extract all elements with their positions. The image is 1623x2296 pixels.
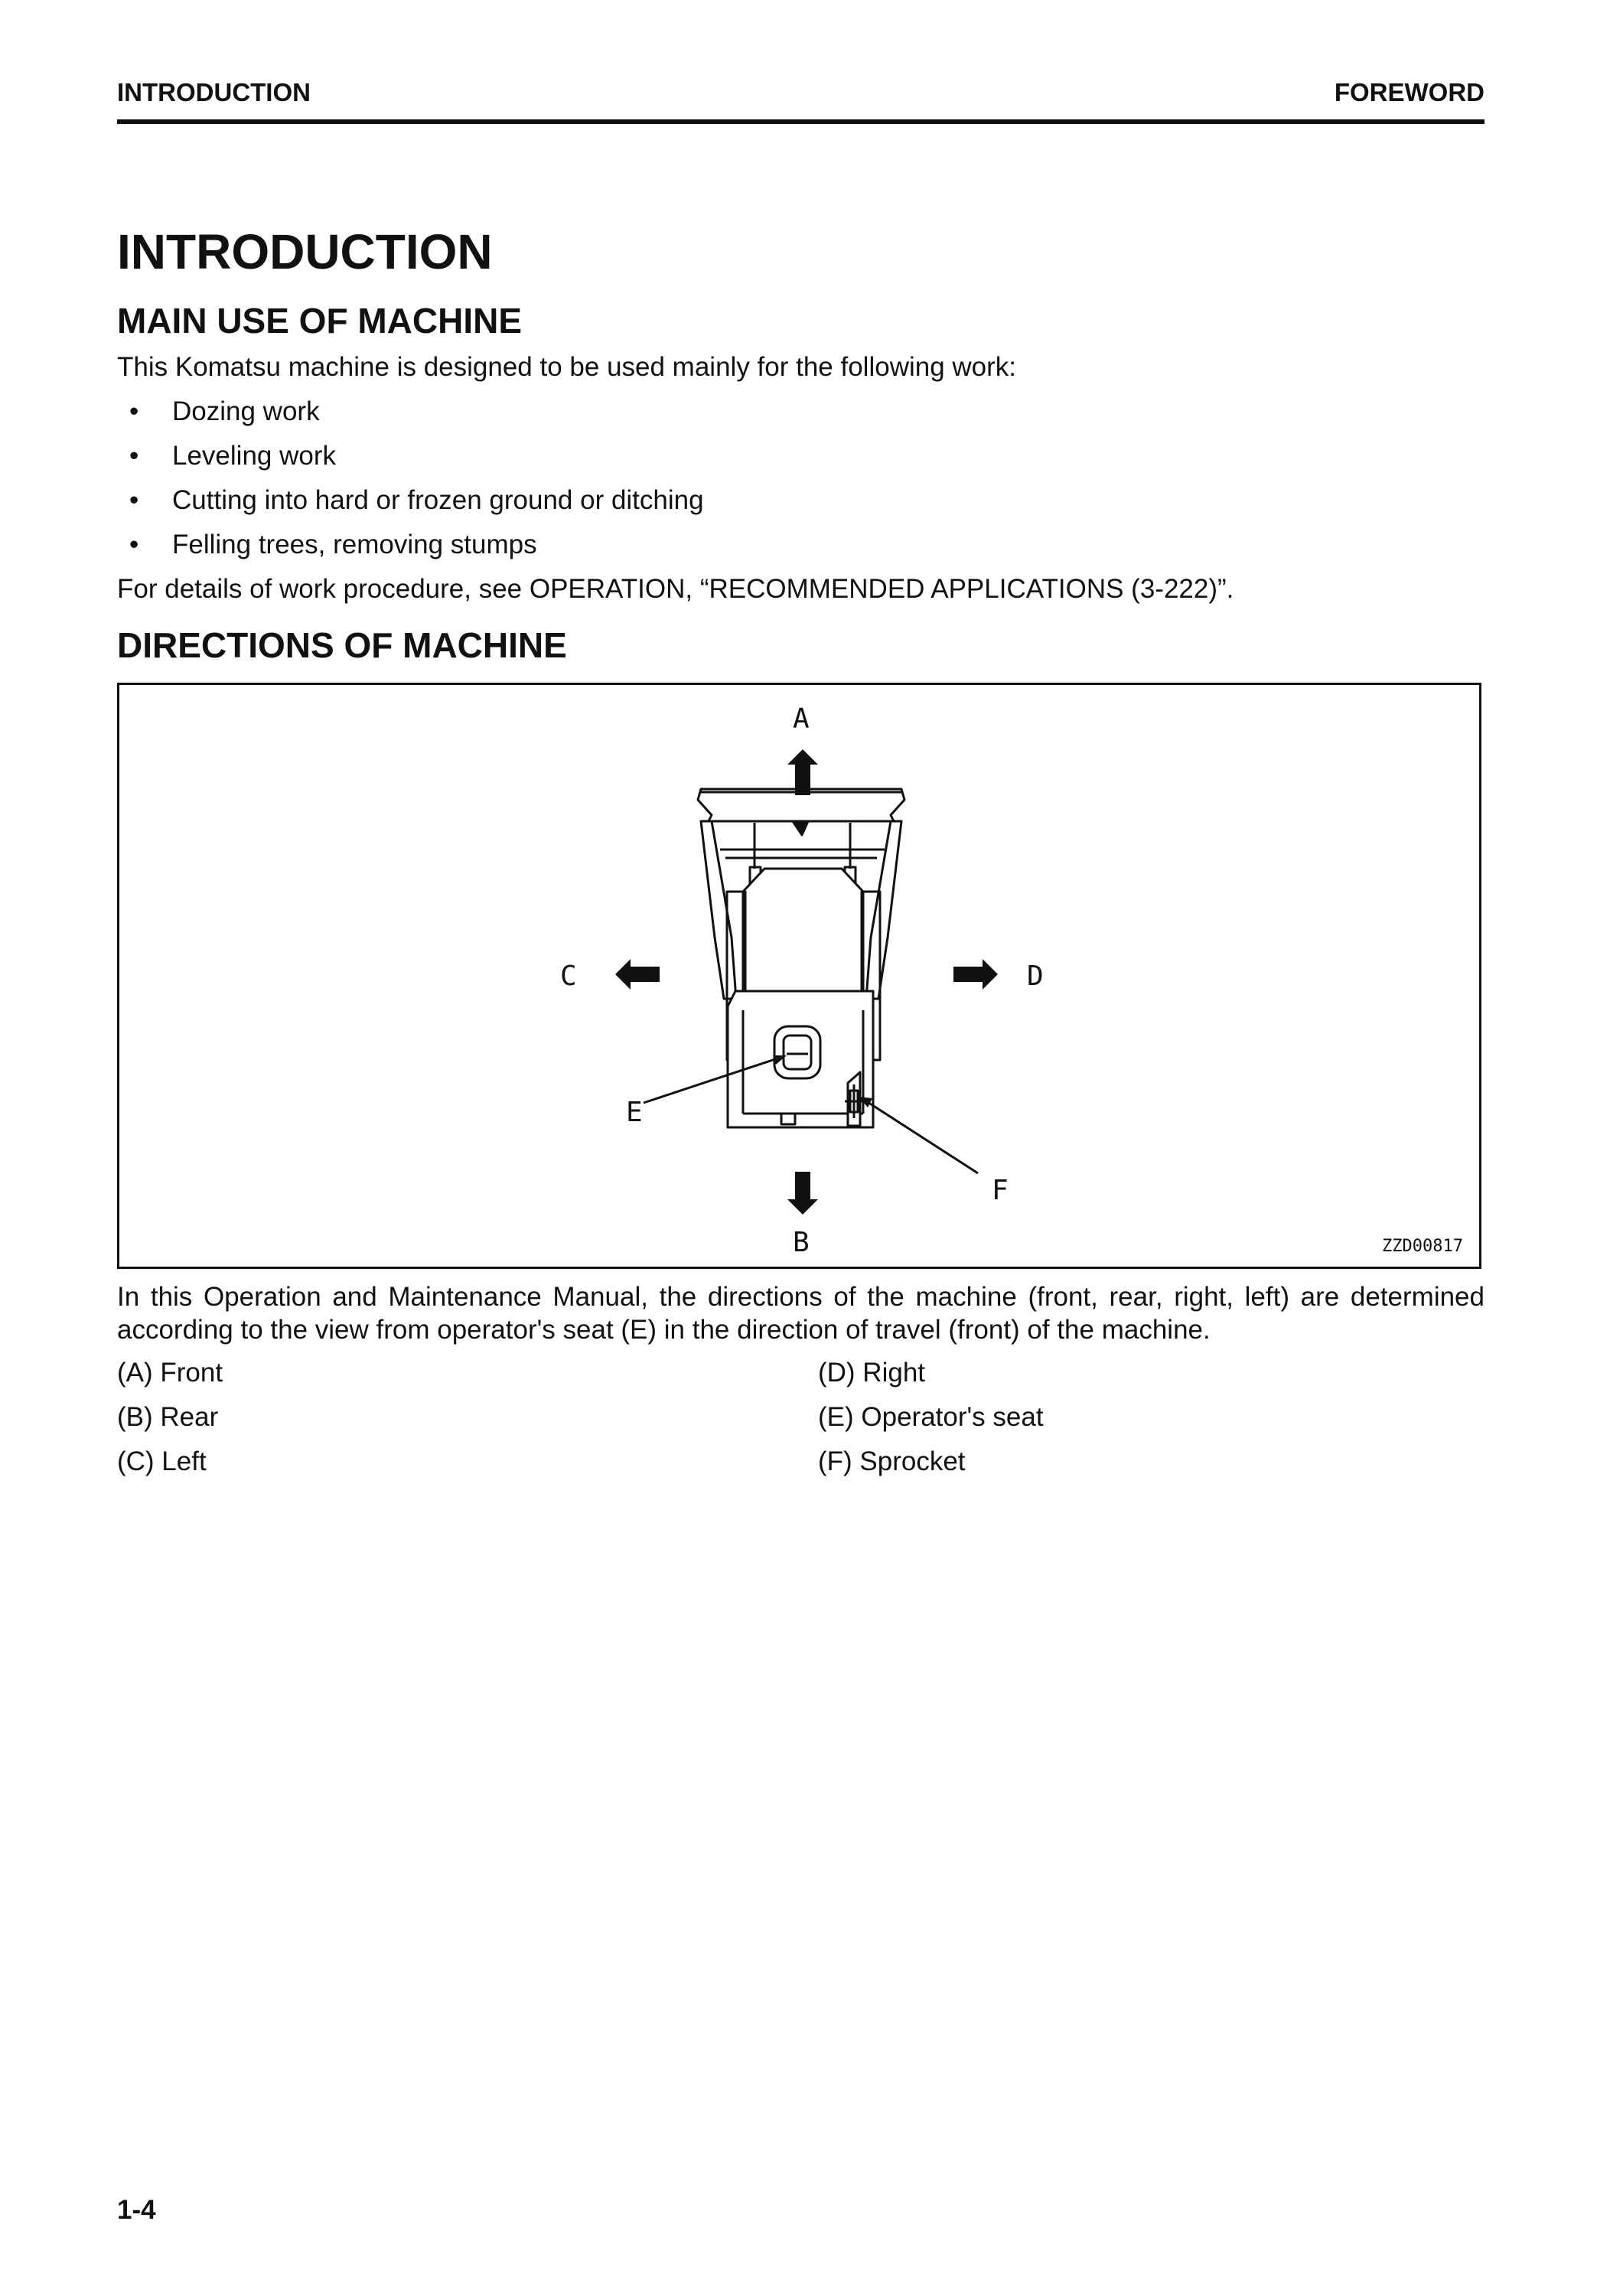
list-item: • Felling trees, removing stumps — [117, 528, 704, 572]
legend-right: (D) Right — [818, 1358, 926, 1388]
bullet-icon: • — [129, 485, 139, 515]
work-procedure-reference: For details of work procedure, see OPERATION, “RECOMMENDED APPLICATIONS (3-222)”. — [117, 574, 1234, 604]
work-list — [117, 395, 704, 572]
sprocket-leader-line — [862, 1098, 978, 1173]
legend-rear: (B) Rear — [117, 1402, 219, 1432]
right-track-shape — [866, 821, 901, 999]
right-arrow-icon — [953, 959, 998, 990]
list-item: • Cutting into hard or frozen ground or ditching — [117, 484, 704, 528]
page-title: INTRODUCTION — [117, 224, 493, 279]
label-d: D — [1027, 960, 1044, 992]
legend-sprocket: (F) Sprocket — [818, 1446, 966, 1476]
directions-heading: DIRECTIONS OF MACHINE — [117, 625, 567, 665]
list-item: • Leveling work — [117, 439, 704, 484]
list-item: • Dozing work — [117, 395, 704, 439]
label-f: F — [992, 1175, 1009, 1206]
directions-description: In this Operation and Maintenance Manual, the directions of the machine (front, rear, right, left) are determined according to the view from operator's seat (E) in the direction of travel (front) of the machine. — [117, 1282, 1484, 1345]
bullet-icon: • — [129, 441, 139, 471]
left-track-shape — [701, 821, 736, 999]
label-a: A — [793, 703, 810, 735]
main-use-intro: This Komatsu machine is designed to be used mainly for the following work: — [117, 352, 1017, 382]
label-b: B — [793, 1227, 810, 1258]
legend-front: (A) Front — [117, 1358, 223, 1388]
figure-code: ZZD00817 — [1382, 1237, 1463, 1256]
label-c: C — [560, 960, 577, 992]
page-header — [117, 75, 1484, 124]
main-use-heading: MAIN USE OF MACHINE — [117, 301, 522, 341]
header-chapter-title: FOREWORD — [1334, 78, 1484, 106]
label-e: E — [626, 1097, 643, 1128]
rear-arrow-icon — [787, 1172, 818, 1215]
directions-figure — [117, 683, 1481, 1269]
bullet-icon: • — [129, 396, 139, 426]
page-number: 1-4 — [117, 2195, 156, 2225]
machine-top-view-diagram — [119, 685, 1484, 1271]
legend-operator-seat: (E) Operator's seat — [818, 1402, 1044, 1432]
legend-left: (C) Left — [117, 1446, 207, 1476]
engine-hood-shape — [743, 869, 863, 1010]
left-arrow-icon — [615, 959, 660, 990]
header-section-title: INTRODUCTION — [117, 78, 311, 106]
bullet-icon: • — [129, 530, 139, 559]
